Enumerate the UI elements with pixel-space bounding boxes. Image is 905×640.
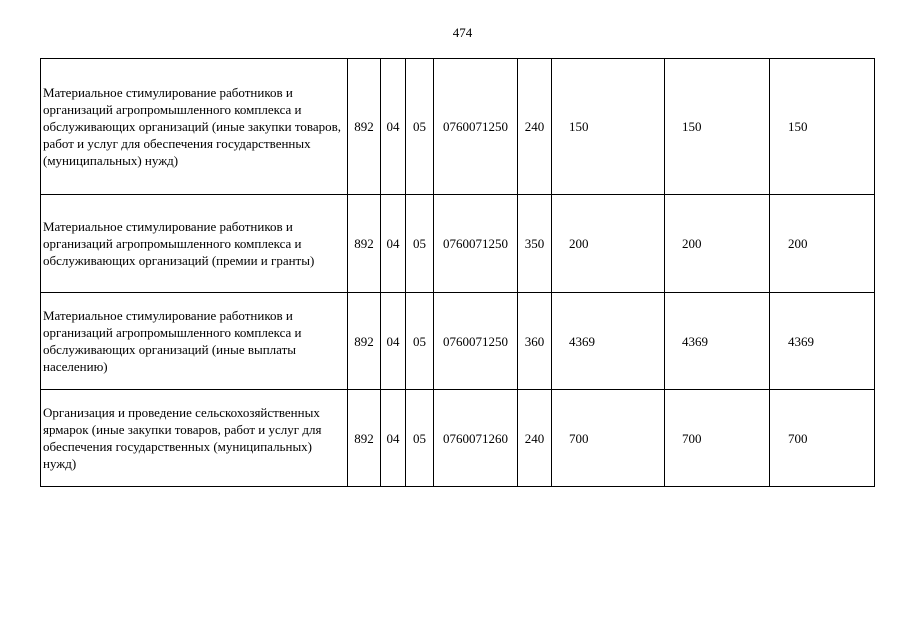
- amount-year-3: 4369: [770, 293, 875, 390]
- row-description: Материальное стимулирование работников и организаций агропромышленного комплекса и обслуживающих организаций (премии и гранты): [41, 195, 348, 293]
- expense-type-code: 360: [518, 293, 552, 390]
- section-code: 04: [381, 195, 406, 293]
- subsection-code: 05: [406, 293, 434, 390]
- expense-type-code: 240: [518, 59, 552, 195]
- amount-year-2: 4369: [665, 293, 770, 390]
- subsection-code: 05: [406, 59, 434, 195]
- subsection-code: 05: [406, 390, 434, 487]
- target-article-code: 0760071250: [434, 195, 518, 293]
- table-row: [41, 293, 875, 390]
- amount-year-1: 4369: [552, 293, 665, 390]
- section-code: 04: [381, 59, 406, 195]
- row-description: Материальное стимулирование работников и организаций агропромышленного комплекса и обслуживающих организаций (иные выплаты населению): [41, 293, 348, 390]
- target-article-code: 0760071250: [434, 59, 518, 195]
- page-number: 474: [452, 25, 473, 40]
- amount-year-3: 700: [770, 390, 875, 487]
- table-row: [41, 390, 875, 487]
- amount-year-3: 150: [770, 59, 875, 195]
- target-article-code: 0760071260: [434, 390, 518, 487]
- ministry-code: 892: [348, 390, 381, 487]
- amount-year-3: 200: [770, 195, 875, 293]
- amount-year-1: 200: [552, 195, 665, 293]
- table-row: [41, 59, 875, 195]
- amount-year-2: 150: [665, 59, 770, 195]
- amount-year-1: 150: [552, 59, 665, 195]
- amount-year-2: 700: [665, 390, 770, 487]
- ministry-code: 892: [348, 293, 381, 390]
- expense-type-code: 350: [518, 195, 552, 293]
- target-article-code: 0760071250: [434, 293, 518, 390]
- budget-table: [40, 58, 875, 487]
- amount-year-1: 700: [552, 390, 665, 487]
- expense-type-code: 240: [518, 390, 552, 487]
- ministry-code: 892: [348, 195, 381, 293]
- row-description: Организация и проведение сельскохозяйственных ярмарок (иные закупки товаров, работ и услуг для обеспечения государственных (муниципальных) нужд): [41, 390, 348, 487]
- section-code: 04: [381, 293, 406, 390]
- table-row: [41, 195, 875, 293]
- row-description: Материальное стимулирование работников и организаций агропромышленного комплекса и обслуживающих организаций (иные закупки товаров, работ и услуг для обеспечения государственных (муниципальных) нужд): [41, 59, 348, 195]
- section-code: 04: [381, 390, 406, 487]
- subsection-code: 05: [406, 195, 434, 293]
- amount-year-2: 200: [665, 195, 770, 293]
- ministry-code: 892: [348, 59, 381, 195]
